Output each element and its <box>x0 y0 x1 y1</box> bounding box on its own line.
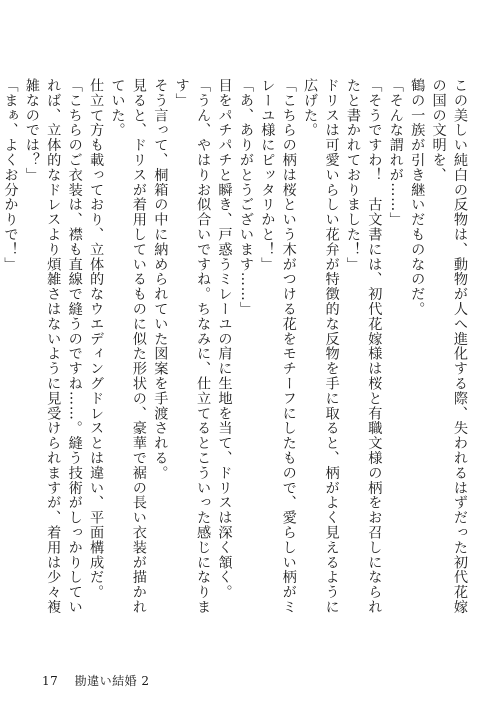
text-column-8: 目をパチパチと瞬き、戸惑うミレーユの肩に生地を当て、ドリスは深く頷く。 <box>216 78 233 600</box>
text-column-14: 「まぁ、よくお分かりで！」 <box>2 78 19 272</box>
text-column-2: 鶴の一族が引き継いだものなのだ。 <box>409 78 426 317</box>
text-column-4: 「そうですわ！ 古文書には、初代花嫁様は桜と有職文様の柄をお召しになられたと書かれておりました！」 <box>344 78 383 615</box>
book-title: 勘違い結婚 2 <box>74 674 150 688</box>
text-column-5: ドリスは可愛いらしい花弁が特徴的な反物を手に取ると、柄がよく見えるように広げた。 <box>302 78 340 615</box>
text-column-7: 「あ、ありがとうございます……」 <box>237 78 254 317</box>
page-number: 17 <box>42 674 59 688</box>
text-column-6: 「こちらの柄は桜という木がつける花をモチーフにしたもので、愛らしい柄がミレーユ様にピッタリかと！」 <box>259 78 297 615</box>
text-column-12: 仕立て方も載っており、立体的なウエディングドレスとは違い、平面構成だ。 <box>88 78 105 600</box>
text-column-11: 見ると、ドリスが着用しているものに似た形状の、豪華で裾の長い衣装が描かれていた。 <box>109 78 147 615</box>
text-column-3: 「そんな謂れが……」 <box>387 78 404 227</box>
text-column-9: 「うん、やはりお似合いですね。ちなみに、仕立てるとこういった感じになります」 <box>173 78 212 615</box>
page-footer <box>42 672 150 689</box>
text-column-10: そう言って、桐箱の中に納められていた図案を手渡される。 <box>152 78 169 481</box>
novel-text-body <box>2 78 470 623</box>
text-column-13: 「こちらのご衣装は、襟も直線で縫うのですね……。縫う技術がしっかりしていれば、立体的なドレスより煩雑さはないように見受けられますが、着用は少々複雑なのでは？」 <box>23 78 83 615</box>
text-column-1: この美しい純白の反物は、動物が人へ進化する際、失われるはずだった初代花嫁の国の文明を、 <box>430 78 468 615</box>
